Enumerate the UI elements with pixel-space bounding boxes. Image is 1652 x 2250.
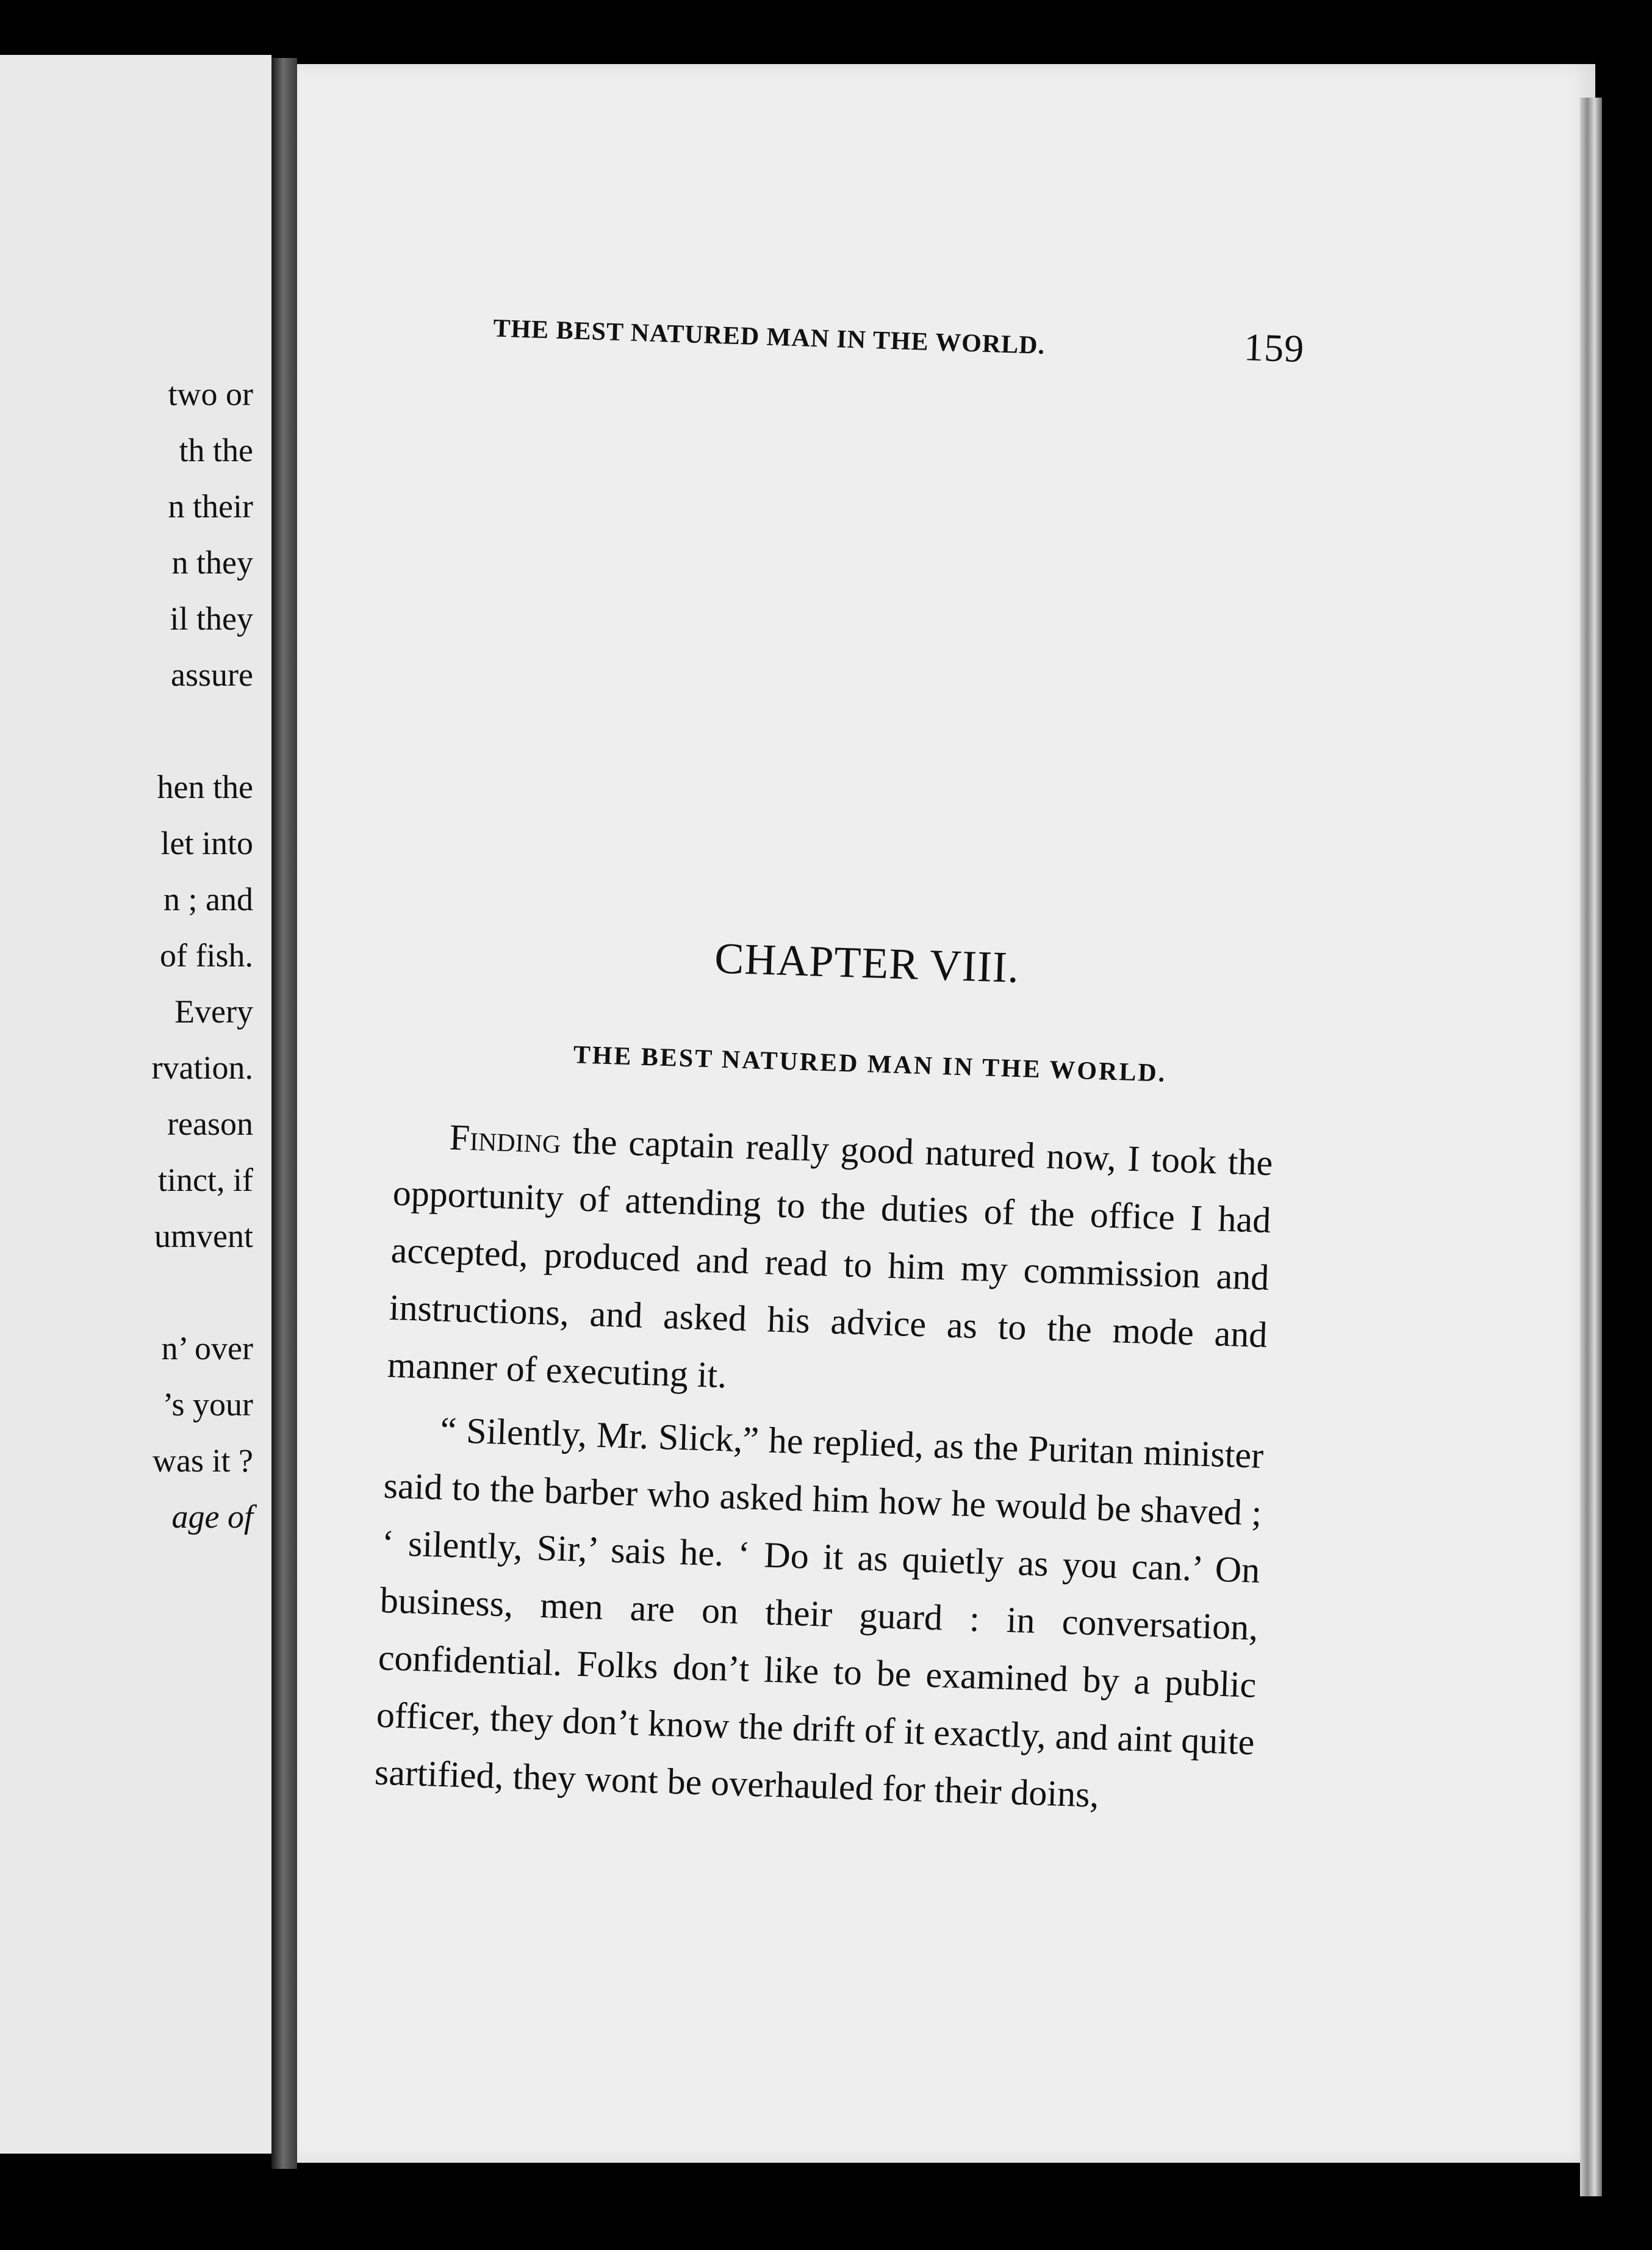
facing-line: hen the	[157, 769, 253, 805]
paragraph-gap	[0, 1264, 253, 1320]
paragraph	[374, 1400, 1265, 1828]
page-number: 159	[1243, 325, 1305, 371]
page-content	[374, 299, 1312, 1828]
chapter-title: CHAPTER VIII.	[714, 933, 1021, 993]
facing-line: n ; and	[163, 881, 253, 918]
paragraph-lead: Finding	[448, 1116, 562, 1161]
facing-line: n their	[168, 488, 253, 525]
page-edge	[1580, 98, 1602, 2196]
facing-line: umvent	[154, 1218, 253, 1254]
facing-line: rvation.	[151, 1049, 253, 1086]
facing-line: th the	[179, 432, 253, 469]
chapter-subtitle: THE BEST NATURED MAN IN THE WORLD.	[573, 1041, 1167, 1088]
book-spine	[271, 58, 297, 2169]
paragraph-text: the captain really good natured now, I took the opportunity of attending to the duties of the office I had accepted, produced and read to him my commission and instructions, and asked his advice as to the mode and manner of executing it.	[387, 1120, 1274, 1396]
facing-line: ’s your	[162, 1386, 253, 1423]
facing-line: n’ over	[161, 1330, 253, 1367]
facing-page	[0, 55, 271, 2154]
paragraph-gap	[0, 703, 253, 759]
running-head-title: THE BEST NATURED MAN IN THE WORLD.	[492, 314, 1046, 360]
facing-line: two or	[168, 376, 253, 412]
facing-page-text	[0, 366, 253, 1545]
facing-line: il they	[170, 600, 253, 637]
facing-line: was it ?	[153, 1442, 253, 1479]
facing-line: age of	[171, 1498, 253, 1535]
chapter-body	[374, 1107, 1274, 1828]
paragraph	[387, 1107, 1274, 1421]
facing-line: let into	[160, 825, 253, 861]
facing-line: n they	[171, 544, 253, 581]
facing-line: reason	[167, 1105, 253, 1142]
facing-line: assure	[171, 656, 253, 693]
paragraph-text: “ Silently, Mr. Slick,” he replied, as the Puritan minister said to the barber who asked him how he would be shaved ; ‘ silently, Sir,’ sais he. ‘ Do it as quietly as you can.’ On business, men are on their guard : in conversation, confidential. Folks don’t like to be examined by a public officer, they don’t know the drift of it exactly, and aint quite sartified, they wont be overhauled for their doins,	[374, 1409, 1265, 1815]
facing-line: tinct, if	[158, 1162, 253, 1198]
facing-line: of fish.	[160, 937, 253, 974]
facing-line: Every	[174, 993, 253, 1030]
